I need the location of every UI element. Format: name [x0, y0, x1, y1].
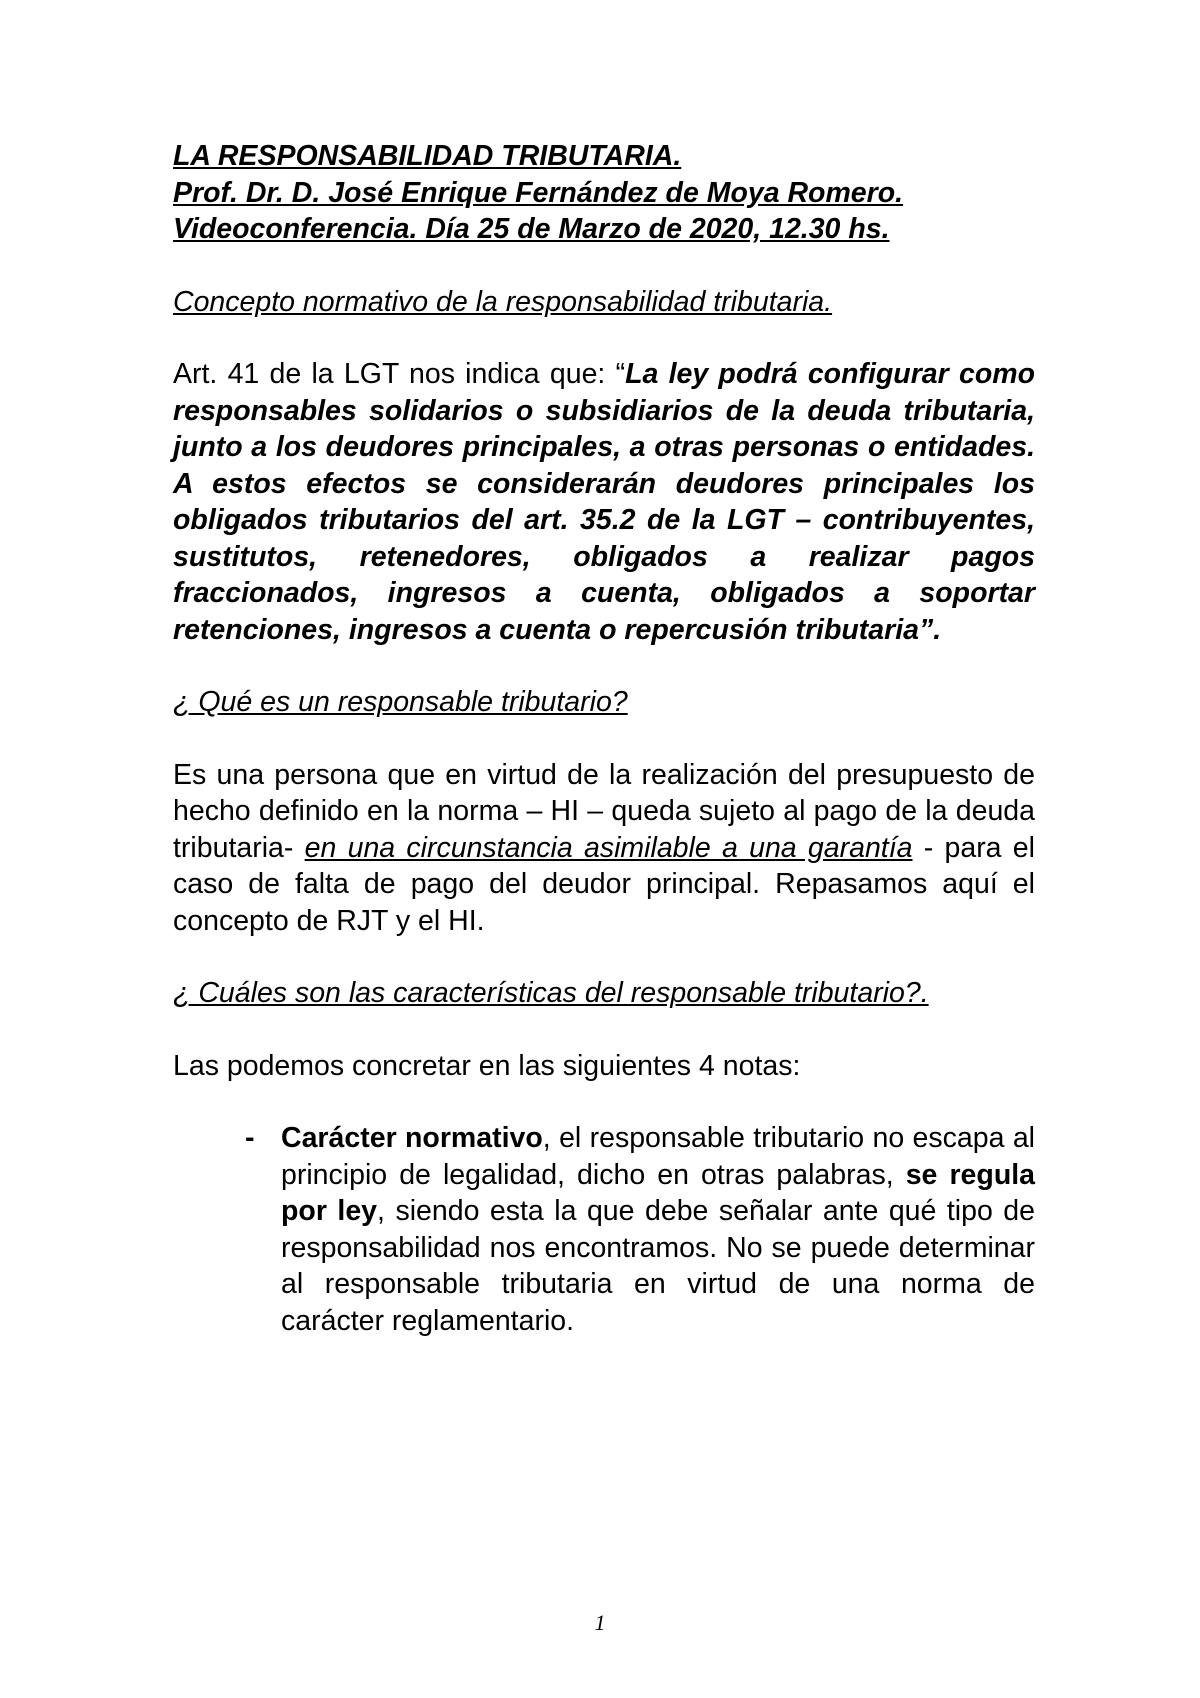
section-heading-caracteristicas: ¿ Cuáles son las características del responsable tributario?.: [173, 977, 929, 1009]
section-heading-concepto: Concepto normativo de la responsabilidad tributaria.: [173, 285, 833, 318]
document-author: Prof. Dr. D. José Enrique Fernández de Moya Romero.: [173, 176, 904, 209]
definicion-emphasis: en una circunstancia asimilable a una garantía: [304, 831, 913, 864]
definicion-text-a: Es una persona que en virtud de la realización del presupuesto de hecho definido en la norma – HI – queda sujeto al pago de la deuda tributaria-: [173, 758, 1035, 864]
art41-quote: La ley podrá configurar como responsables solidarios o subsidiarios de la deuda tributaria, junto a los deudores principales, a otras personas o entidades. A estos efectos se considerarán deudores principales los obligados tributarios del art. 35.2 de la LGT – contribuyentes, sustitutos, retenedores, obligados a realizar pagos fraccionados, ingresos a cuenta, obligados a soportar retenciones, ingresos a cuenta o repercusión tributaria”.: [173, 358, 1035, 646]
paragraph-art41: [173, 356, 1035, 648]
bullet-text-b: , siendo esta la que debe señalar ante qué tipo de responsabilidad nos encontramos. No se puede determinar al responsable tributaria en virtud de una norma de carácter reglamentario.: [281, 1195, 1036, 1337]
paragraph-definicion: [173, 757, 1035, 940]
bullet-term-ley: se regula por ley: [281, 1158, 1035, 1227]
list-item-caracter-normativo: [245, 1120, 1035, 1339]
section-heading-que-es: ¿ Qué es un responsable tributario?: [173, 686, 628, 718]
bullet-term: Carácter normativo: [281, 1122, 543, 1154]
document-title: LA RESPONSABILIDAD TRIBUTARIA.: [173, 140, 682, 172]
document-session: Videoconferencia. Día 25 de Marzo de 2020, 12.30 hs.: [173, 213, 890, 245]
document-page: [173, 138, 1035, 1339]
bullet-marker: -: [245, 1122, 255, 1154]
art41-intro: Art. 41 de la LGT nos indica que: “: [173, 358, 626, 390]
bullet-text-a: , el responsable tributario no escapa al principio de legalidad, dicho en otras palabras,: [281, 1122, 1036, 1191]
paragraph-notas-intro: Las podemos concretar en las siguientes 4 notas:: [173, 1049, 801, 1082]
definicion-text-b: - para el caso de falta de pago del deudor principal. Repasamos aquí el concepto de RJT y el HI.: [173, 831, 1035, 937]
page-number: 1: [594, 1610, 606, 1635]
list-item-body: [281, 1120, 1035, 1339]
